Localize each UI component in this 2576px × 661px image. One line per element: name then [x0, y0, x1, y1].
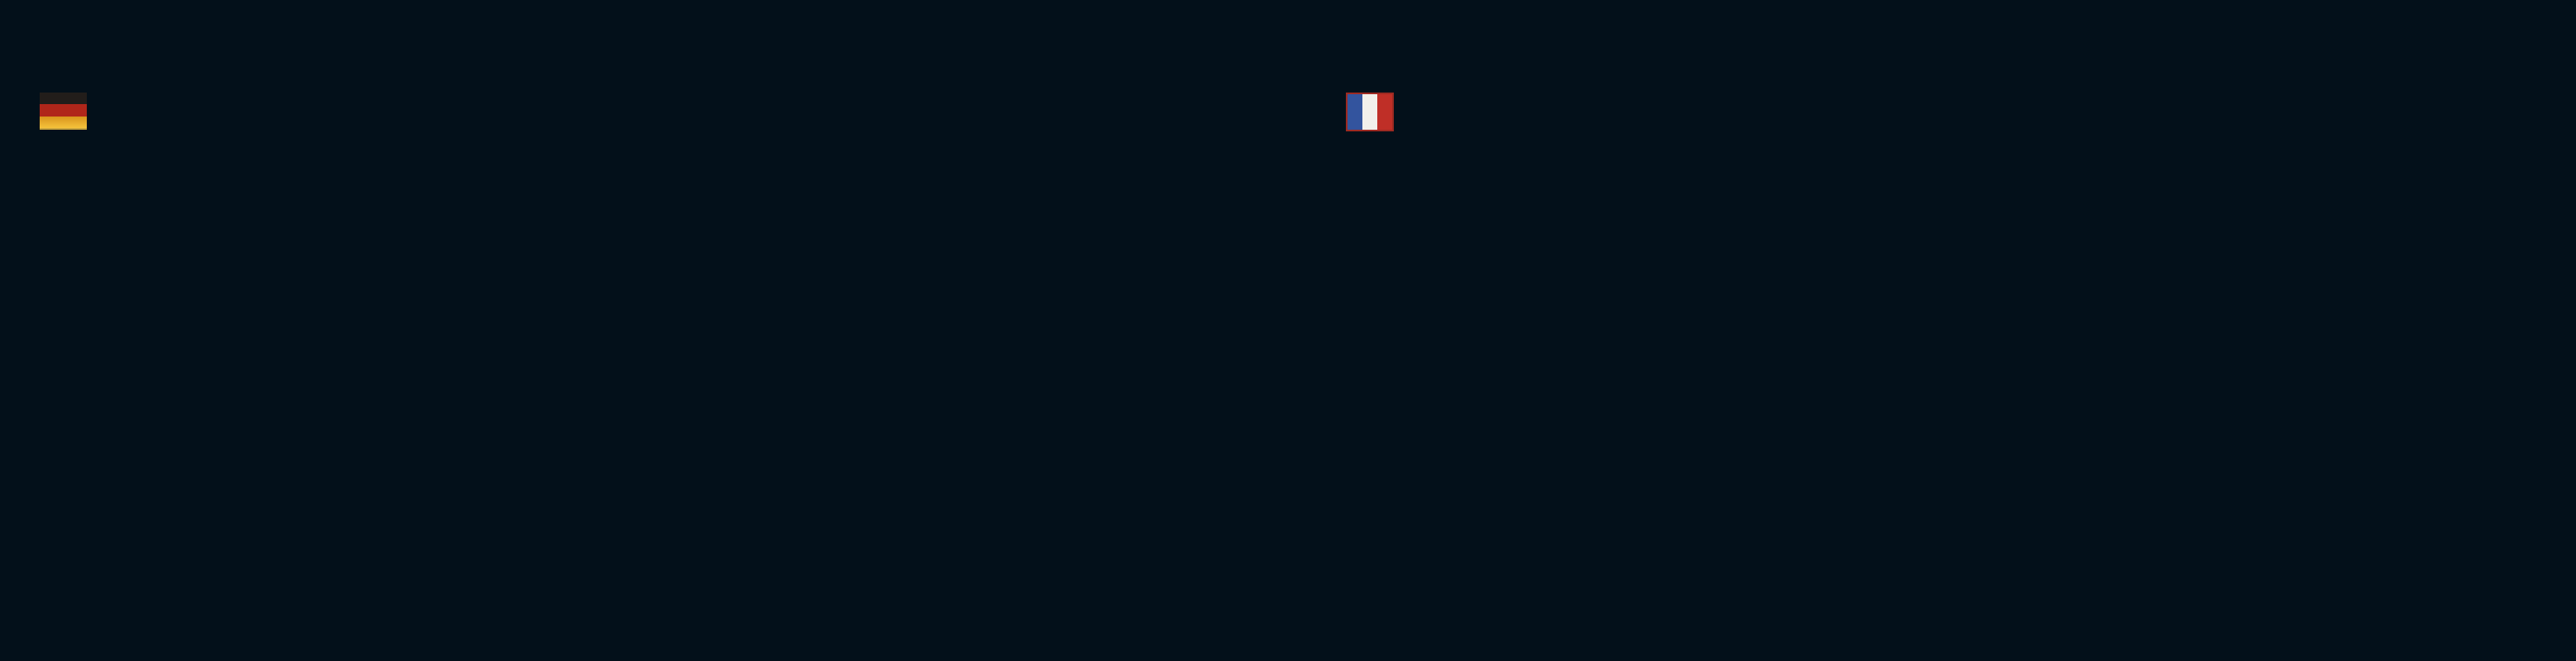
france-flag-blue-stripe: [1348, 94, 1362, 130]
france-flag-red-stripe: [1377, 94, 1392, 130]
france-flag-white-stripe: [1362, 94, 1377, 130]
germany-flag-red-stripe: [40, 104, 87, 116]
french-service-section: [1346, 93, 1394, 140]
germany-flag-gold-stripe: [40, 117, 87, 128]
german-service-section: [40, 93, 87, 139]
germany-flag-icon: [40, 93, 87, 130]
france-flag-icon: [1346, 93, 1394, 131]
germany-flag-black-stripe: [40, 93, 87, 104]
